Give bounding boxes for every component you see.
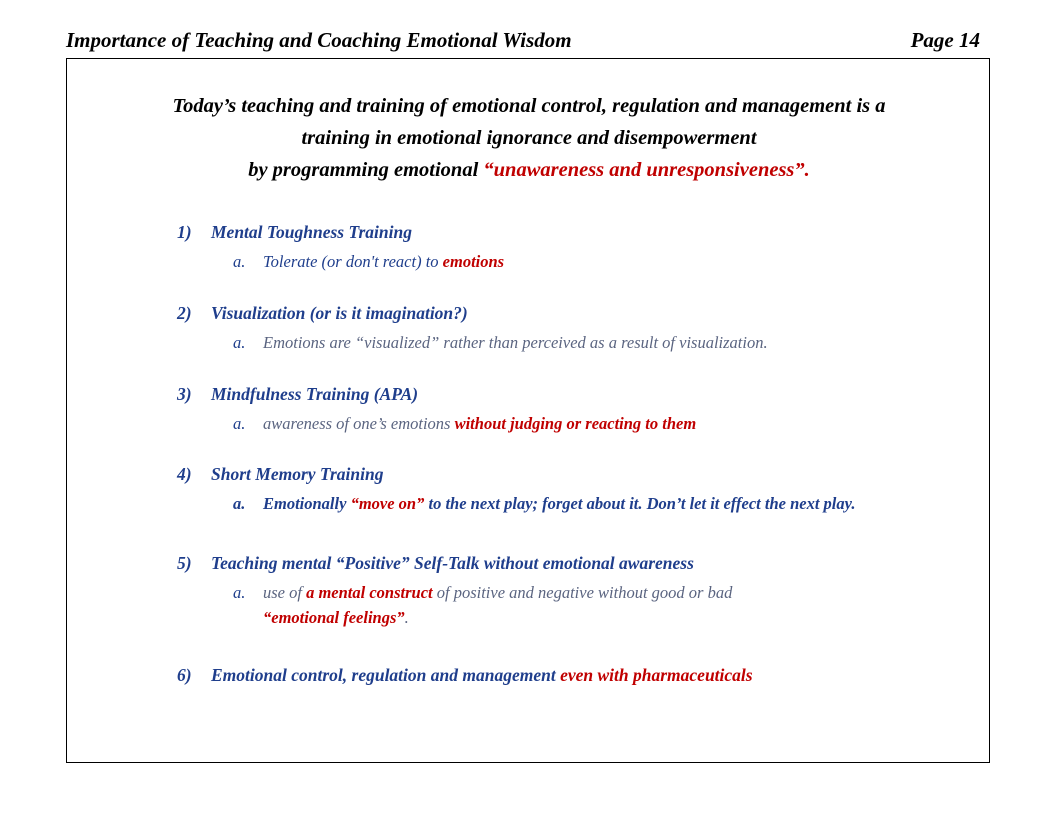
list-item-plain: Emotional control, regulation and management [211, 664, 561, 685]
subitem-highlight: without judging or reacting to them [454, 413, 697, 433]
list-item-text: Mindfulness Training (APA) [211, 383, 419, 404]
list-item-number: 3) [177, 383, 192, 404]
list-item-number: 4) [177, 464, 192, 485]
list-item-heading [177, 464, 977, 485]
list-item-heading [177, 222, 977, 243]
list-item [177, 303, 977, 356]
list-item [177, 553, 977, 631]
list-subitem [233, 250, 977, 275]
list-item [177, 384, 977, 437]
list-subitem [233, 412, 977, 437]
list-subitem-text [263, 250, 977, 275]
subitem-plain-3: . [404, 607, 409, 627]
subitem-plain-2: to the next play; forget about it. Don’t let it effect the next play. [424, 494, 856, 514]
list-subitem-letter: a. [233, 583, 246, 602]
list-subitem-text [263, 412, 977, 437]
list-item-highlight: even with pharmaceuticals [560, 664, 753, 685]
subitem-plain: awareness of one’s emotions [263, 413, 455, 433]
intro-line-3-plain: by programming emotional [248, 158, 479, 181]
list-subitem [233, 581, 977, 631]
list-item-text: Short Memory Training [211, 464, 384, 485]
list-item-text: Teaching mental “Positive” Self-Talk without emotional awareness [211, 553, 694, 573]
list-item-text [211, 665, 977, 686]
intro-line-1: Today’s teaching and training of emotional control, regulation and management is a [172, 95, 886, 117]
slide-content-frame [66, 58, 990, 763]
intro-line-3-highlight: “unawareness and unresponsiveness”. [483, 158, 810, 181]
list-subitem-letter: a. [233, 413, 246, 433]
slide-header [66, 28, 990, 53]
list-subitem [233, 331, 977, 356]
list-item-text: Mental Toughness Training [211, 222, 412, 242]
list-subitem-text [263, 581, 977, 631]
subitem-plain: Tolerate (or don't react) to [263, 252, 443, 271]
list-item-heading [177, 665, 977, 686]
list-subitem-letter: a. [233, 494, 246, 514]
list-item-number: 6) [177, 664, 192, 685]
list-subitem-text: Emotions are “visualized” rather than perceived as a result of visualization. [263, 332, 768, 352]
list-item-heading [177, 384, 977, 405]
subitem-highlight: a mental construct [306, 583, 433, 602]
list-item-heading [177, 303, 977, 324]
intro-paragraph [97, 91, 961, 186]
list-subitem [233, 492, 977, 517]
intro-line-3 [97, 155, 961, 187]
subitem-plain-2: of positive and negative without good or bad [432, 583, 733, 602]
list-item [177, 665, 977, 686]
subitem-highlight: “move on” [350, 494, 425, 514]
numbered-list [177, 222, 977, 692]
list-item-number: 5) [177, 553, 192, 573]
list-item [177, 464, 977, 517]
subitem-highlight: emotions [442, 252, 505, 271]
intro-line-2: training in emotional ignorance and disempowerment [301, 126, 757, 149]
list-item-number: 1) [177, 222, 192, 242]
list-subitem-text [263, 492, 977, 517]
list-item [177, 222, 977, 275]
page-title: Importance of Teaching and Coaching Emotional Wisdom [66, 28, 572, 52]
list-subitem-letter: a. [233, 332, 246, 352]
page-number: Page 14 [910, 28, 980, 52]
subitem-plain: use of [263, 583, 307, 602]
subitem-plain: Emotionally [263, 494, 351, 514]
subitem-highlight-2: “emotional feelings” [263, 607, 405, 627]
list-item-heading [177, 553, 977, 574]
list-item-text: Visualization (or is it imagination?) [211, 302, 468, 323]
list-subitem-letter: a. [233, 252, 246, 271]
list-item-number: 2) [177, 302, 192, 323]
